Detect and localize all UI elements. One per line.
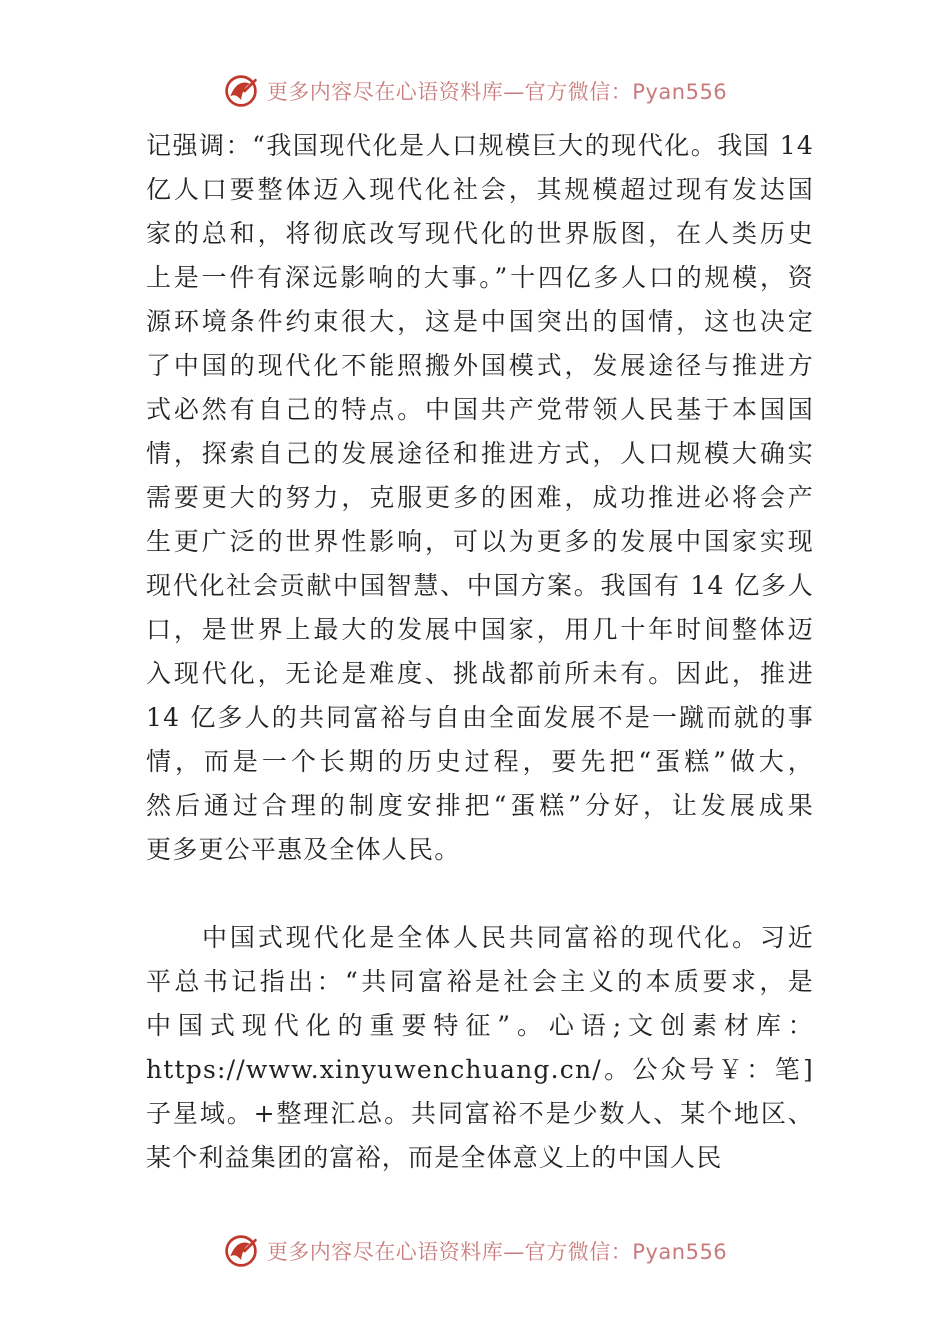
text-line: 生更广泛的世界性影响，可以为更多的发展中国家实现	[146, 527, 814, 556]
text-line: 源环境条件约束很大，这是中国突出的国情，这也决定	[146, 307, 814, 336]
text-line: 然后通过合理的制度安排把“蛋糕”分好，让发展成果	[146, 791, 814, 820]
text-line: 情，而是一个长期的历史过程，要先把“蛋糕”做大，	[146, 747, 814, 776]
text-line: 需要更大的努力，克服更多的困难，成功推进必将会产	[146, 483, 814, 512]
text-line: 中国式现代化的重要特征”。心语;文创素材库：	[146, 1011, 814, 1040]
text-line: 口，是世界上最大的发展中国家，用几十年时间整体迈	[146, 615, 814, 644]
text-line: 更多更公平惠及全体人民。	[146, 835, 461, 864]
text-line: 中国式现代化是全体人民共同富裕的现代化。习近	[202, 923, 814, 952]
text-line: https://www.xinyuwenchuang.cn/。公众号￥：笔]	[146, 1055, 814, 1084]
text-line: 情，探索自己的发展途径和推进方式，人口规模大确实	[146, 439, 814, 468]
text-line: 14 亿多人的共同富裕与自由全面发展不是一蹴而就的事	[146, 703, 814, 732]
text-line: 上是一件有深远影响的大事。”十四亿多人口的规模，资	[146, 263, 814, 292]
text-line: 平总书记指出：“共同富裕是社会主义的本质要求，是	[146, 967, 814, 996]
document-body	[146, 124, 814, 1180]
text-line: 子星域。+整理汇总。共同富裕不是少数人、某个地区、	[146, 1099, 814, 1128]
paragraph-2	[146, 916, 814, 1180]
paragraph-1	[146, 124, 814, 872]
text-line: 入现代化，无论是难度、挑战都前所未有。因此，推进	[146, 659, 814, 688]
text-line: 亿人口要整体迈入现代化社会，其规模超过现有发达国	[146, 175, 814, 204]
text-line: 某个利益集团的富裕，而是全体意义上的中国人民	[146, 1143, 723, 1172]
footer-watermark	[0, 1226, 950, 1276]
watermark-text: 更多内容尽在心语资料库—官方微信：Pyan556	[266, 80, 728, 104]
watermark-text: 更多内容尽在心语资料库—官方微信：Pyan556	[266, 1240, 728, 1264]
text-line: 现代化社会贡献中国智慧、中国方案。我国有 14 亿多人	[146, 571, 814, 600]
red-swirl-logo-icon	[223, 73, 259, 109]
text-line: 式必然有自己的特点。中国共产党带领人民基于本国国	[146, 395, 814, 424]
text-line: 记强调：“我国现代化是人口规模巨大的现代化。我国 14	[146, 131, 814, 160]
red-swirl-logo-icon	[223, 1233, 259, 1269]
paragraph-gap	[146, 872, 814, 916]
header-watermark	[0, 66, 950, 116]
text-line: 家的总和，将彻底改写现代化的世界版图，在人类历史	[146, 219, 814, 248]
text-line: 了中国的现代化不能照搬外国模式，发展途径与推进方	[146, 351, 814, 380]
